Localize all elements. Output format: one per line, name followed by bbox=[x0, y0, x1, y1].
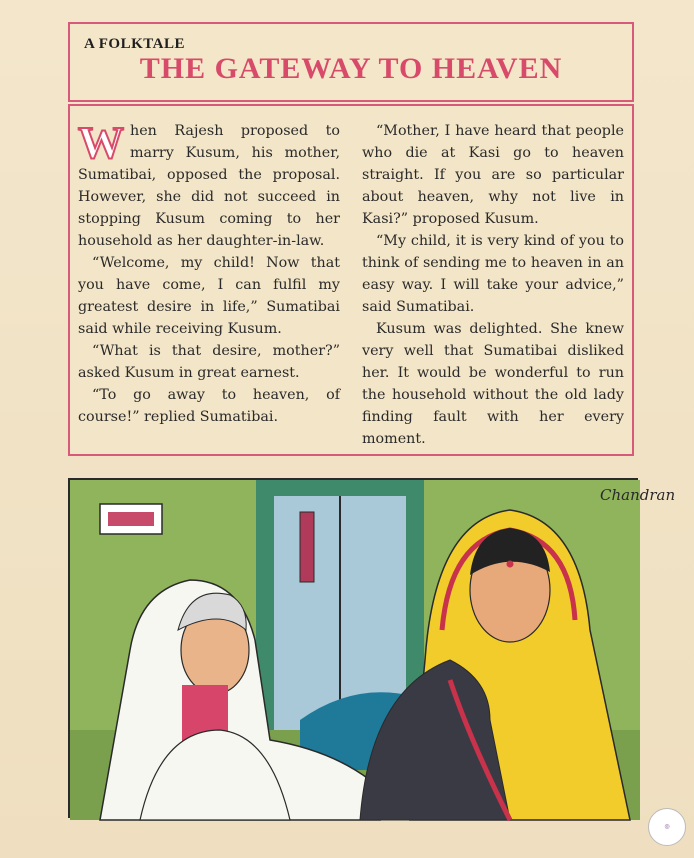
story-paragraph: “What is that desire, mother?” asked Kusum in great earnest. bbox=[78, 343, 340, 381]
story-paragraph: “Welcome, my child! Now that you have come, I can fulfil my greatest desire in life,” Sumatibai said while receiving Kusum. bbox=[78, 255, 340, 337]
story-column-left bbox=[78, 117, 340, 428]
story-text-box bbox=[68, 104, 634, 456]
artist-signature: Chandran bbox=[600, 486, 676, 504]
story-paragraph: “To go away to heaven, of course!” replied Sumatibai. bbox=[78, 387, 340, 425]
story-paragraph: Kusum was delighted. She knew very well that Sumatibai disliked her. It would be wonderful to run the household without the old lady finding fault with her every moment. bbox=[362, 321, 624, 447]
section-kicker: A FOLKTALE bbox=[84, 36, 185, 52]
drop-cap: W bbox=[78, 117, 124, 168]
story-title: THE GATEWAY TO HEAVEN bbox=[139, 52, 563, 85]
story-illustration bbox=[68, 478, 676, 818]
title-box bbox=[68, 22, 634, 102]
story-paragraph: “My child, it is very kind of you to think of sending me to heaven in an easy way. I will take your advice,” said Sumatibai. bbox=[362, 233, 624, 315]
story-column-right bbox=[362, 120, 624, 450]
story-paragraph: When Rajesh proposed to marry Kusum, his mother, Sumatibai, opposed the proposal. However, she did not succeed in stopping Kusum coming to her household as her daughter-in-law. bbox=[78, 117, 340, 249]
illustration-two-women bbox=[70, 480, 640, 820]
watermark-stamp: ◎ bbox=[648, 808, 686, 846]
story-paragraph: “Mother, I have heard that people who die at Kasi go to heaven straight. If you are so particular about heaven, why not live in Kasi?” proposed Kusum. bbox=[362, 123, 624, 227]
